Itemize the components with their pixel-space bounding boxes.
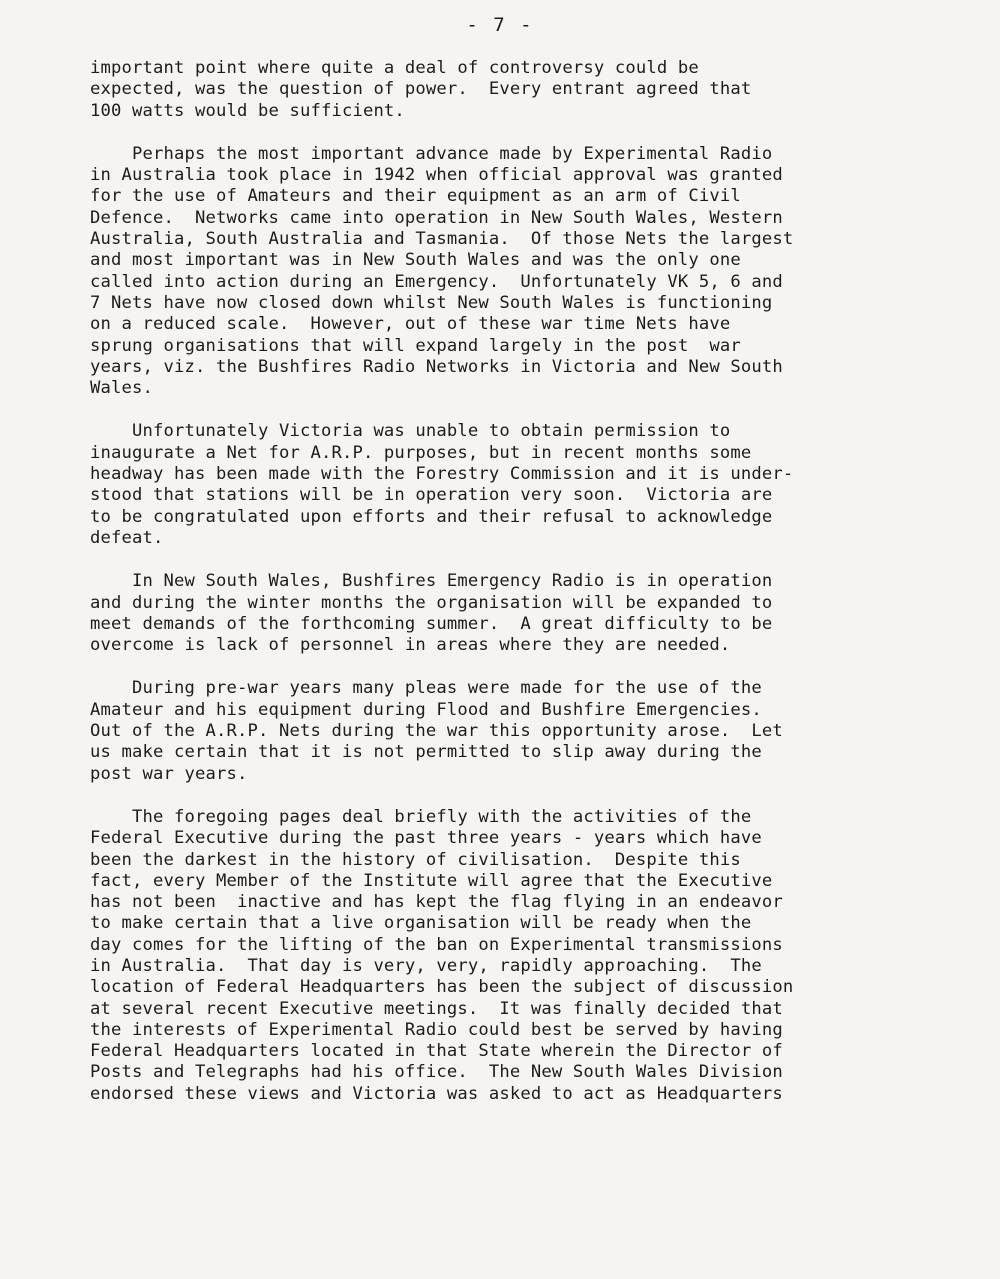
text-line: meet demands of the forthcoming summer. A great difficulty to be [90, 613, 773, 634]
text-line: location of Federal Headquarters has been the subject of discussion [90, 977, 794, 998]
text-line: In New South Wales, Bushfires Emergency Radio is in operation [90, 571, 773, 592]
text-line: expected, was the question of power. Every entrant agreed that [90, 79, 752, 100]
text-line: called into action during an Emergency. Unfortunately VK 5, 6 and [90, 271, 783, 292]
text-line: post war years. [90, 763, 248, 784]
paragraph [90, 421, 950, 549]
text-line: inaugurate a Net for A.R.P. purposes, but in recent months some [90, 442, 752, 463]
text-line: in Australia took place in 1942 when official approval was granted [90, 165, 783, 186]
text-line: Federal Executive during the past three years - years which have [90, 828, 762, 849]
page-number: - 7 - [466, 14, 534, 36]
text-line: fact, every Member of the Institute will agree that the Executive [90, 870, 773, 891]
paragraph [90, 58, 950, 122]
text-line: the interests of Experimental Radio could best be served by having [90, 1019, 783, 1040]
text-line: 7 Nets have now closed down whilst New South Wales is functioning [90, 292, 773, 313]
paragraph [90, 678, 950, 784]
text-line: on a reduced scale. However, out of these war time Nets have [90, 314, 731, 335]
text-line: Out of the A.R.P. Nets during the war this opportunity arose. Let [90, 721, 783, 742]
document-body [90, 58, 950, 1127]
text-line: During pre-war years many pleas were made for the use of the [90, 678, 762, 699]
text-line: to be congratulated upon efforts and their refusal to acknowledge [90, 506, 773, 527]
text-line: and during the winter months the organisation will be expanded to [90, 592, 773, 613]
text-line: been the darkest in the history of civilisation. Despite this [90, 849, 741, 870]
text-line: sprung organisations that will expand largely in the post war [90, 335, 741, 356]
text-line: in Australia. That day is very, very, rapidly approaching. The [90, 955, 762, 976]
text-line: for the use of Amateurs and their equipment as an arm of Civil [90, 186, 741, 207]
text-line: important point where quite a deal of controversy could be [90, 58, 699, 78]
paragraph [90, 807, 950, 1105]
text-line: defeat. [90, 527, 164, 548]
text-line: us make certain that it is not permitted to slip away during the [90, 742, 762, 763]
text-line: Amateur and his equipment during Flood and Bushfire Emergencies. [90, 699, 762, 720]
text-line: endorsed these views and Victoria was asked to act as Headquarters [90, 1083, 783, 1104]
text-line: to make certain that a live organisation will be ready when the [90, 913, 752, 934]
text-line: Federal Headquarters located in that State wherein the Director of [90, 1041, 783, 1062]
paragraph [90, 571, 950, 656]
text-line: has not been inactive and has kept the flag flying in an endeavor [90, 892, 783, 913]
text-line: Posts and Telegraphs had his office. The New South Wales Division [90, 1062, 783, 1083]
text-line: The foregoing pages deal briefly with the activities of the [90, 806, 752, 827]
text-line: day comes for the lifting of the ban on Experimental transmissions [90, 934, 783, 955]
text-line: Unfortunately Victoria was unable to obtain permission to [90, 421, 731, 442]
text-line: 100 watts would be sufficient. [90, 100, 405, 121]
text-line: Defence. Networks came into operation in New South Wales, Western [90, 207, 783, 228]
text-line: Australia, South Australia and Tasmania. Of those Nets the largest [90, 229, 794, 250]
text-line: and most important was in New South Wales and was the only one [90, 250, 741, 271]
text-line: headway has been made with the Forestry Commission and it is under- [90, 464, 794, 485]
text-line: overcome is lack of personnel in areas where they are needed. [90, 635, 731, 656]
text-line: Perhaps the most important advance made by Experimental Radio [90, 143, 773, 164]
text-line: Wales. [90, 378, 153, 399]
text-line: at several recent Executive meetings. It was finally decided that [90, 998, 783, 1019]
text-line: years, viz. the Bushfires Radio Networks in Victoria and New South [90, 356, 783, 377]
paragraph [90, 144, 950, 400]
text-line: stood that stations will be in operation very soon. Victoria are [90, 485, 773, 506]
